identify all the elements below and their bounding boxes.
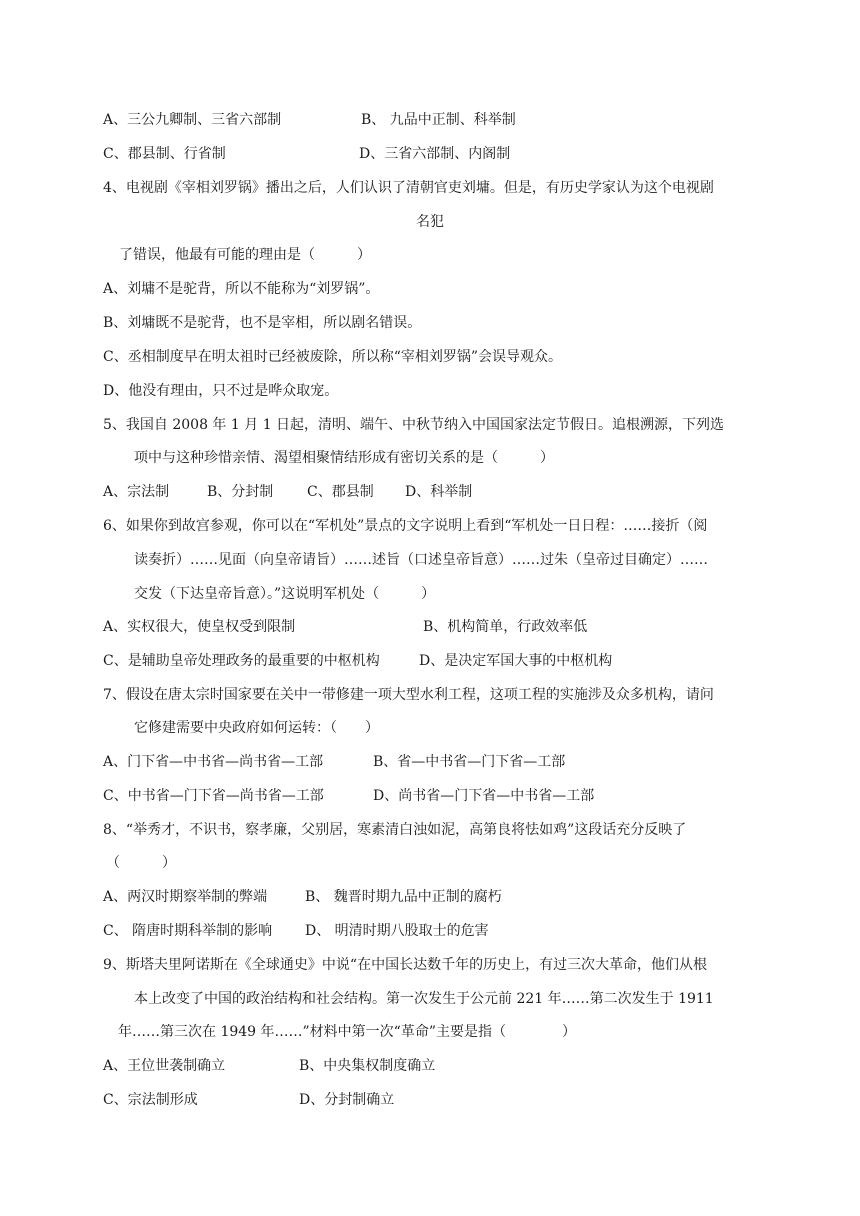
- q4-option-d: D、他没有理由，只不过是哗众取宠。: [103, 383, 339, 399]
- q5-option-c: C、郡县制: [307, 484, 374, 500]
- q7-option-d: D、尚书省—门下省—中书省—工部: [373, 788, 595, 804]
- q6-option-b: B、机构简单，行政效率低: [423, 619, 588, 635]
- q7-stem-line-2: 它修建需要中央政府如何运转：（ ）: [134, 720, 379, 736]
- q7-option-a: A、门下省—中书省—尚书省—工部: [103, 754, 324, 770]
- q9-option-b: B、中央集权制度确立: [299, 1058, 436, 1074]
- q9-stem-line-1: 9、斯塔夫里阿诺斯在《全球通史》中说“在中国长达数千年的历史上，有过三次大革命，他们从根: [103, 957, 708, 973]
- q6-stem-line-3: 交发（下达皇帝旨意）。”这说明军机处（ ）: [134, 586, 436, 602]
- q4-stem-mid: 名犯: [416, 214, 444, 230]
- q8-stem-line-2: （ ）: [106, 855, 176, 871]
- q9-stem-line-3: 年……第三次在 1949 年……”材料中第一次“革命”主要是指（ ）: [118, 1024, 576, 1040]
- q6-stem-line-1: 6、如果你到故宫参观，你可以在“军机处”景点的文字说明上看到“军机处一日日程：……接折（阅: [103, 518, 708, 534]
- q4-stem-line-1: 4、电视剧《宰相刘罗锅》播出之后，人们认识了清朝官吏刘墉。但是，有历史学家认为这个电视剧: [103, 180, 714, 196]
- q8-stem-line-1: 8、“举秀才，不识书，察孝廉，父别居，寒素清白浊如泥，高第良将怯如鸡”这段话充分反映了: [103, 822, 687, 838]
- q6-option-c: C、是辅助皇帝处理政务的最重要的中枢机构: [103, 653, 380, 669]
- q5-stem-line-1: 5、我国自 2008 年 1 月 1 日起，清明、端午、中秋节纳入中国国家法定节假日。追根溯源，下列选: [103, 417, 725, 433]
- q3-option-d: D、三省六部制、内阁制: [359, 146, 511, 162]
- q3-option-c: C、郡县制、行省制: [103, 146, 226, 162]
- q6-stem-line-2: 读奏折）……见面（向皇帝请旨）……述旨（口述皇帝旨意）……过朱（皇帝过目确定）……: [134, 552, 708, 568]
- q9-option-d: D、分封制确立: [299, 1092, 395, 1108]
- q6-option-a: A、实权很大，使皇权受到限制: [103, 619, 296, 635]
- q8-option-b: B、 魏晋时期九品中正制的腐朽: [305, 889, 502, 905]
- q8-option-a: A、两汉时期察举制的弊端: [103, 889, 268, 905]
- q7-option-c: C、中书省—门下省—尚书省—工部: [103, 788, 324, 804]
- q5-option-d: D、科举制: [405, 484, 473, 500]
- q5-option-a: A、宗法制: [103, 484, 170, 500]
- q9-option-a: A、王位世袭制确立: [103, 1058, 226, 1074]
- q9-option-c: C、宗法制形成: [103, 1092, 198, 1108]
- q3-option-b: B、 九品中正制、科举制: [361, 112, 516, 128]
- q8-option-c: C、 隋唐时期科举制的影响: [103, 923, 273, 939]
- q5-stem-line-2: 项中与这种珍惜亲情、渴望相聚情结形成有密切关系的是（ ）: [134, 450, 554, 466]
- q7-option-b: B、省—中书省—门下省—工部: [373, 754, 566, 770]
- q8-option-d: D、 明清时期八股取士的危害: [305, 923, 489, 939]
- q6-option-d: D、是决定军国大事的中枢机构: [419, 653, 613, 669]
- q3-option-a: A、三公九卿制、三省六部制: [103, 112, 282, 128]
- q4-option-a: A、刘墉不是驼背，所以不能称为“刘罗锅”。: [103, 281, 380, 297]
- q5-option-b: B、分封制: [207, 484, 274, 500]
- q4-option-c: C、丞相制度早在明太祖时已经被废除，所以称“宰相刘罗锅”会误导观众。: [103, 349, 563, 365]
- q9-stem-line-2: 本上改变了中国的政治结构和社会结构。第一次发生于公元前 221 年……第二次发生于 1911: [134, 991, 714, 1007]
- q4-stem-line-2: 了错误，他最有可能的理由是（ ）: [119, 247, 371, 263]
- q4-option-b: B、刘墉既不是驼背，也不是宰相，所以剧名错误。: [103, 315, 422, 331]
- q7-stem-line-1: 7、假设在唐太宗时国家要在关中一带修建一项大型水利工程，这项工程的实施涉及众多机构，请问: [103, 687, 714, 703]
